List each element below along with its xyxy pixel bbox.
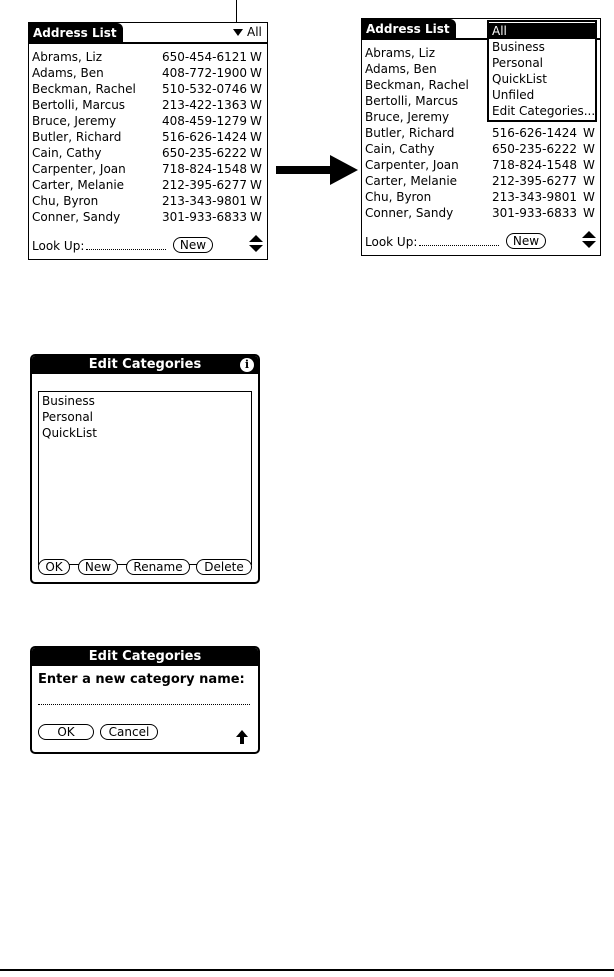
- page-divider: [0, 969, 614, 971]
- edit-categories-dialog: [30, 354, 260, 584]
- menu-item-personal[interactable]: Personal: [492, 56, 544, 70]
- shift-arrow-icon[interactable]: [236, 730, 248, 744]
- ok-button[interactable]: OK: [38, 559, 70, 575]
- list-item[interactable]: QuickList: [42, 426, 97, 440]
- lookup-field[interactable]: [32, 239, 166, 253]
- new-button[interactable]: New: [173, 237, 213, 253]
- lookup-field[interactable]: [365, 235, 499, 249]
- list-item[interactable]: Business: [42, 394, 95, 408]
- list-item[interactable]: Chu, Byron 213-343-9801 W: [32, 194, 262, 208]
- menu-item-quicklist[interactable]: QuickList: [492, 72, 547, 86]
- lookup-label: Look Up:: [365, 235, 418, 249]
- menu-item-unfiled[interactable]: Unfiled: [492, 88, 535, 102]
- category-menu: [487, 20, 597, 122]
- list-item[interactable]: Beckman, Rachel: [365, 78, 469, 92]
- list-item[interactable]: Adams, Ben: [365, 62, 437, 76]
- list-item[interactable]: Abrams, Liz: [365, 46, 436, 60]
- lookup-input[interactable]: [86, 239, 166, 250]
- list-item[interactable]: Carpenter, Joan 718-824-1548 W: [365, 158, 595, 172]
- list-item[interactable]: Carter, Melanie 212-395-6277 W: [32, 178, 262, 192]
- scroll-up-icon[interactable]: [249, 235, 263, 242]
- dialog-title: Edit Categories: [32, 356, 258, 374]
- list-item[interactable]: Conner, Sandy 301-933-6833 W: [365, 206, 595, 220]
- list-item[interactable]: Carter, Melanie 212-395-6277 W: [365, 174, 595, 188]
- list-item[interactable]: Personal: [42, 410, 94, 424]
- list-item[interactable]: Cain, Cathy 650-235-6222 W: [32, 146, 262, 160]
- arrow-right-icon: [276, 155, 358, 185]
- list-item[interactable]: Beckman, Rachel 510-532-0746 W: [32, 82, 262, 96]
- menu-item-business[interactable]: Business: [492, 40, 545, 54]
- scroll-down-icon[interactable]: [582, 241, 596, 248]
- list-item[interactable]: Bruce, Jeremy: [365, 110, 450, 124]
- list-item[interactable]: Chu, Byron 213-343-9801 W: [365, 190, 595, 204]
- list-item[interactable]: Conner, Sandy 301-933-6833 W: [32, 210, 262, 224]
- list-item[interactable]: Bruce, Jeremy 408-459-1279 W: [32, 114, 262, 128]
- menu-item-edit-categories[interactable]: Edit Categories...: [492, 104, 596, 118]
- info-icon[interactable]: i: [240, 358, 254, 372]
- title-bar: [29, 23, 267, 45]
- category-selected: All: [247, 25, 262, 39]
- callout-line: [236, 0, 237, 22]
- list-item[interactable]: Bertolli, Marcus: [365, 94, 459, 108]
- new-button[interactable]: New: [506, 233, 546, 249]
- list-item[interactable]: Cain, Cathy 650-235-6222 W: [365, 142, 595, 156]
- new-button[interactable]: New: [78, 559, 118, 575]
- address-list-screen-menu-open: [361, 18, 601, 256]
- list-item[interactable]: Carpenter, Joan 718-824-1548 W: [32, 162, 262, 176]
- list-item[interactable]: Butler, Richard 516-626-1424 W: [32, 130, 262, 144]
- page-title: Address List: [362, 19, 456, 39]
- scroll-up-icon[interactable]: [582, 231, 596, 238]
- new-category-dialog: [30, 646, 260, 754]
- ok-button[interactable]: OK: [38, 724, 94, 740]
- list-item[interactable]: Bertolli, Marcus 213-422-1363 W: [32, 98, 262, 112]
- address-list-screen: [28, 22, 268, 260]
- dialog-title: Edit Categories: [32, 648, 258, 666]
- list-item[interactable]: Abrams, Liz 650-454-6121 W: [32, 50, 262, 64]
- category-trigger[interactable]: [231, 24, 264, 40]
- category-name-input[interactable]: [38, 704, 250, 705]
- dropdown-arrow-icon: [233, 29, 243, 36]
- scroll-down-icon[interactable]: [249, 245, 263, 252]
- delete-button[interactable]: Delete: [196, 559, 252, 575]
- rename-button[interactable]: Rename: [126, 559, 190, 575]
- lookup-input[interactable]: [419, 235, 499, 246]
- category-name-prompt: Enter a new category name:: [38, 672, 245, 687]
- list-item[interactable]: Butler, Richard 516-626-1424 W: [365, 126, 595, 140]
- cancel-button[interactable]: Cancel: [100, 724, 158, 740]
- list-item[interactable]: Adams, Ben 408-772-1900 W: [32, 66, 262, 80]
- category-listbox[interactable]: [38, 391, 252, 565]
- page-title: Address List: [29, 23, 123, 43]
- lookup-label: Look Up:: [32, 239, 85, 253]
- menu-item-all[interactable]: All: [489, 23, 595, 39]
